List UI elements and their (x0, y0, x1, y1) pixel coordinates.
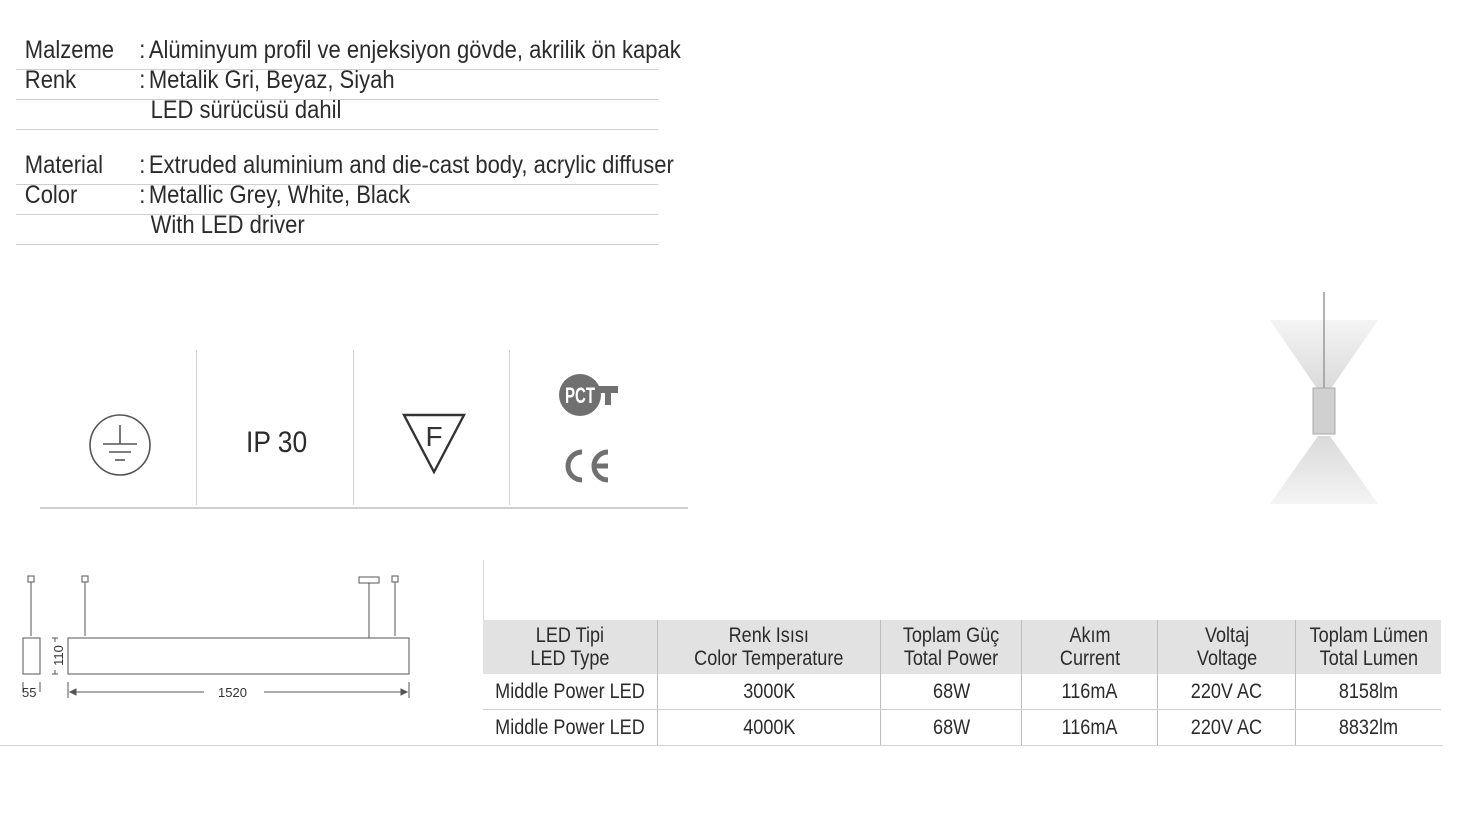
divider (353, 350, 354, 505)
ce-mark-icon (560, 448, 612, 605)
header-total-lumen: Toplam Lümen Total Lumen (1296, 620, 1441, 674)
table-header-row (483, 620, 1441, 674)
cell-led-type: Middle Power LED (483, 710, 657, 746)
spec-colon: : (139, 181, 146, 209)
cell-total-power: 68W (881, 710, 1022, 746)
header-total-power: Toplam Güç Total Power (881, 620, 1022, 674)
spec-row-driver-tr (16, 96, 658, 130)
cell-total-power: 68W (881, 674, 1022, 710)
spec-key: Malzeme (24, 36, 115, 64)
cell-current: 116mA (1022, 710, 1158, 746)
cell-color-temperature: 3000K (657, 674, 880, 710)
spec-block-english (16, 151, 674, 245)
f-mark-letter: F (425, 421, 443, 452)
earth-ground-icon (88, 414, 152, 571)
cell-current: 116mA (1022, 674, 1158, 710)
technical-table (483, 620, 1441, 746)
header-color-temperature: Renk Isısı Color Temperature (657, 620, 880, 674)
dimension-drawing (14, 568, 424, 708)
table-row (483, 710, 1441, 746)
cell-voltage: 220V AC (1158, 710, 1296, 746)
cell-led-type: Middle Power LED (483, 674, 657, 710)
header-led-type: LED Tipi LED Type (483, 620, 657, 674)
header-voltage: Voltaj Voltage (1158, 620, 1296, 674)
height-dimension: 110 (50, 645, 66, 666)
light-distribution-illustration (1268, 290, 1380, 506)
spec-key: Material (24, 151, 104, 179)
spec-colon: : (139, 151, 146, 179)
spec-colon: : (139, 66, 146, 94)
certification-strip (40, 350, 688, 509)
header-current: Akım Current (1022, 620, 1158, 674)
divider (509, 350, 510, 505)
spec-value: LED sürücüsü dahil (150, 96, 342, 124)
length-dimension: 1520 (218, 685, 247, 700)
cell-color-temperature: 4000K (657, 710, 880, 746)
spec-value: Metalik Gri, Beyaz, Siyah (148, 66, 395, 94)
spec-key: Renk (24, 66, 77, 94)
spec-key: Color (24, 181, 78, 209)
spec-colon: : (139, 36, 146, 64)
pct-mark-letter: PCT (565, 383, 596, 408)
spec-value: Alüminyum profil ve enjeksiyon gövde, akrilik ön kapak (148, 36, 681, 64)
cell-total-lumen: 8832lm (1296, 710, 1441, 746)
f-mark-icon (402, 412, 466, 569)
spec-row-color-en (16, 181, 658, 215)
spec-block-turkish (16, 36, 681, 130)
spec-value: Extruded aluminium and die-cast body, acrylic diffuser (148, 151, 674, 179)
spec-value: Metallic Grey, White, Black (148, 181, 411, 209)
cell-voltage: 220V AC (1158, 674, 1296, 710)
spec-value: With LED driver (150, 211, 305, 239)
bottom-rule (0, 745, 1443, 746)
divider (196, 350, 197, 505)
table-left-rule (483, 560, 484, 620)
width-dimension: 55 (22, 685, 37, 700)
spec-row-driver-en (16, 211, 658, 245)
cell-total-lumen: 8158lm (1296, 674, 1441, 710)
table-row (483, 674, 1441, 710)
ip-rating-label: IP 30 (246, 426, 308, 459)
